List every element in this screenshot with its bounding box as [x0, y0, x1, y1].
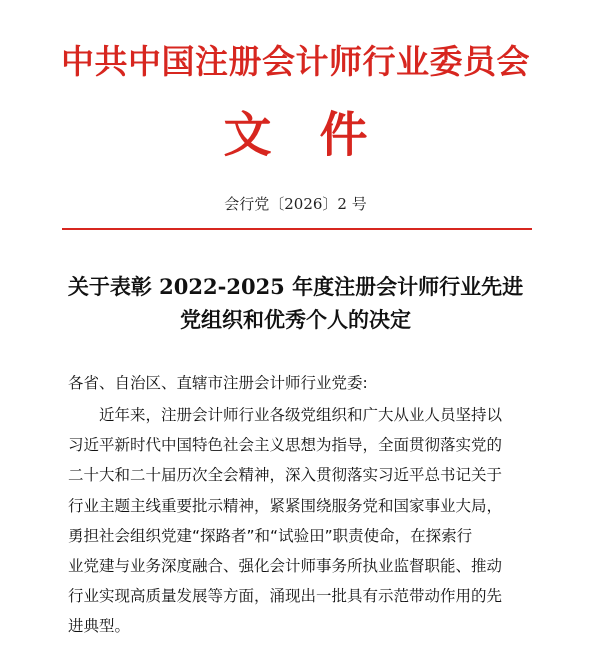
body-line: 进典型。	[68, 617, 131, 636]
document-title-line-2: 党组织和优秀个人的决定	[180, 307, 411, 332]
red-divider-line	[62, 228, 532, 230]
body-line: 业党建与业务深度融合、强化会计师事务所执业监督职能、推动	[68, 557, 503, 576]
salutation: 各省、自治区、直辖市注册会计师行业党委:	[68, 374, 368, 392]
document-title	[0, 270, 591, 336]
body-paragraph	[68, 400, 528, 642]
body-line: 勇担社会组织党建“探路者”和“试验田”职责使命，在探索行	[68, 526, 473, 545]
issuing-organization-title: 中共中国注册会计师行业委员会	[61, 42, 530, 81]
body-line: 二十大和二十届历次全会精神，深入贯彻落实习近平总书记关于	[68, 466, 503, 485]
document-number: 会行党〔2026〕2 号	[224, 195, 367, 213]
body-line: 行业实现高质量发展等方面，涌现出一批具有示范带动作用的先	[68, 587, 503, 606]
body-line: 习近平新时代中国特色社会主义思想为指导，全面贯彻落实党的	[68, 436, 503, 455]
body-line: 近年来，注册会计师行业各级党组织和广大从业人员坚持以	[68, 406, 503, 424]
document-title-line-1: 关于表彰 2022-2025 年度注册会计师行业先进	[67, 274, 524, 299]
body-line: 行业主题主线重要批示精神，紧紧围绕服务党和国家事业大局，	[68, 496, 503, 515]
document-type-heading: 文 件	[223, 107, 368, 163]
